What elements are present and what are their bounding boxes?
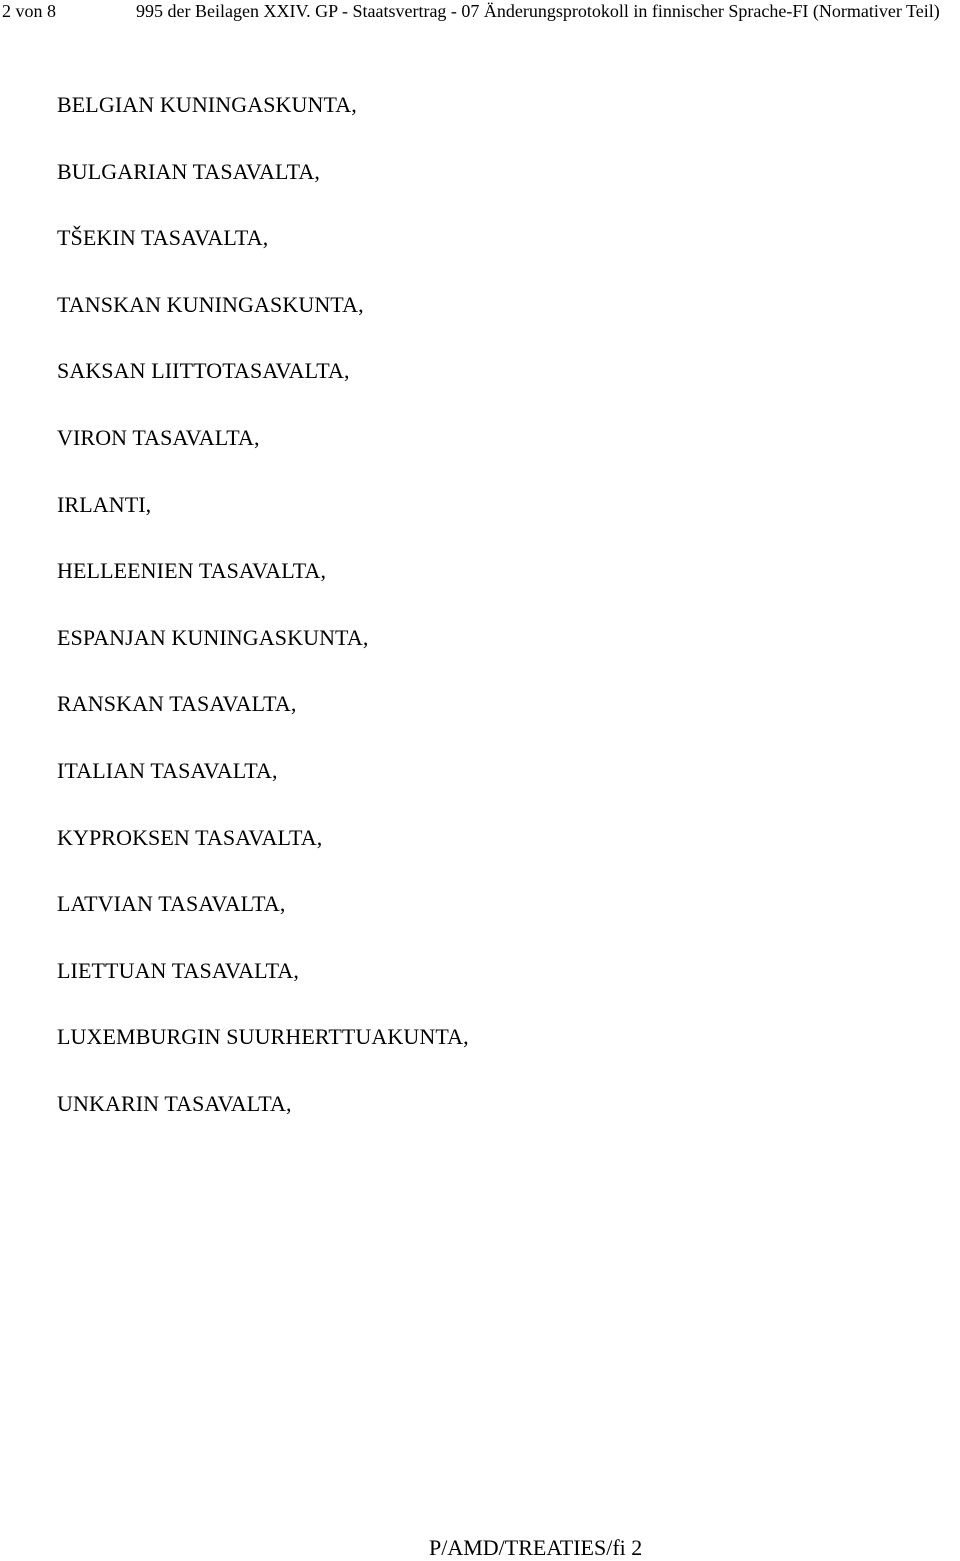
contracting-parties-list — [57, 91, 469, 1157]
party-item: LATVIAN TASAVALTA, — [57, 891, 286, 917]
document-title: 995 der Beilagen XXIV. GP - Staatsvertrag - 07 Änderungsprotokoll in finnischer Sprache-FI (Normativer Teil) — [136, 1, 940, 21]
party-item: SAKSAN LIITTOTASAVALTA, — [57, 358, 350, 384]
party-item: HELLEENIEN TASAVALTA, — [57, 558, 327, 584]
page-footer-reference: P/AMD/TREATIES/fi 2 — [429, 1535, 643, 1560]
party-item: BULGARIAN TASAVALTA, — [57, 158, 320, 184]
party-item: IRLANTI, — [57, 491, 152, 517]
party-item: RANSKAN TASAVALTA, — [57, 691, 297, 717]
page-header — [0, 0, 960, 26]
party-item: KYPROKSEN TASAVALTA, — [57, 824, 323, 850]
party-item: LUXEMBURGIN SUURHERTTUAKUNTA, — [57, 1024, 469, 1050]
party-item: ITALIAN TASAVALTA, — [57, 757, 278, 783]
party-item: VIRON TASAVALTA, — [57, 424, 260, 450]
party-item: BELGIAN KUNINGASKUNTA, — [57, 92, 357, 117]
party-item: TŠEKIN TASAVALTA, — [57, 225, 269, 251]
party-item: ESPANJAN KUNINGASKUNTA, — [57, 624, 369, 650]
party-item: UNKARIN TASAVALTA, — [57, 1090, 292, 1116]
party-item: LIETTUAN TASAVALTA, — [57, 957, 300, 983]
party-item: TANSKAN KUNINGASKUNTA, — [57, 291, 364, 317]
page-number: 2 von 8 — [2, 1, 56, 21]
